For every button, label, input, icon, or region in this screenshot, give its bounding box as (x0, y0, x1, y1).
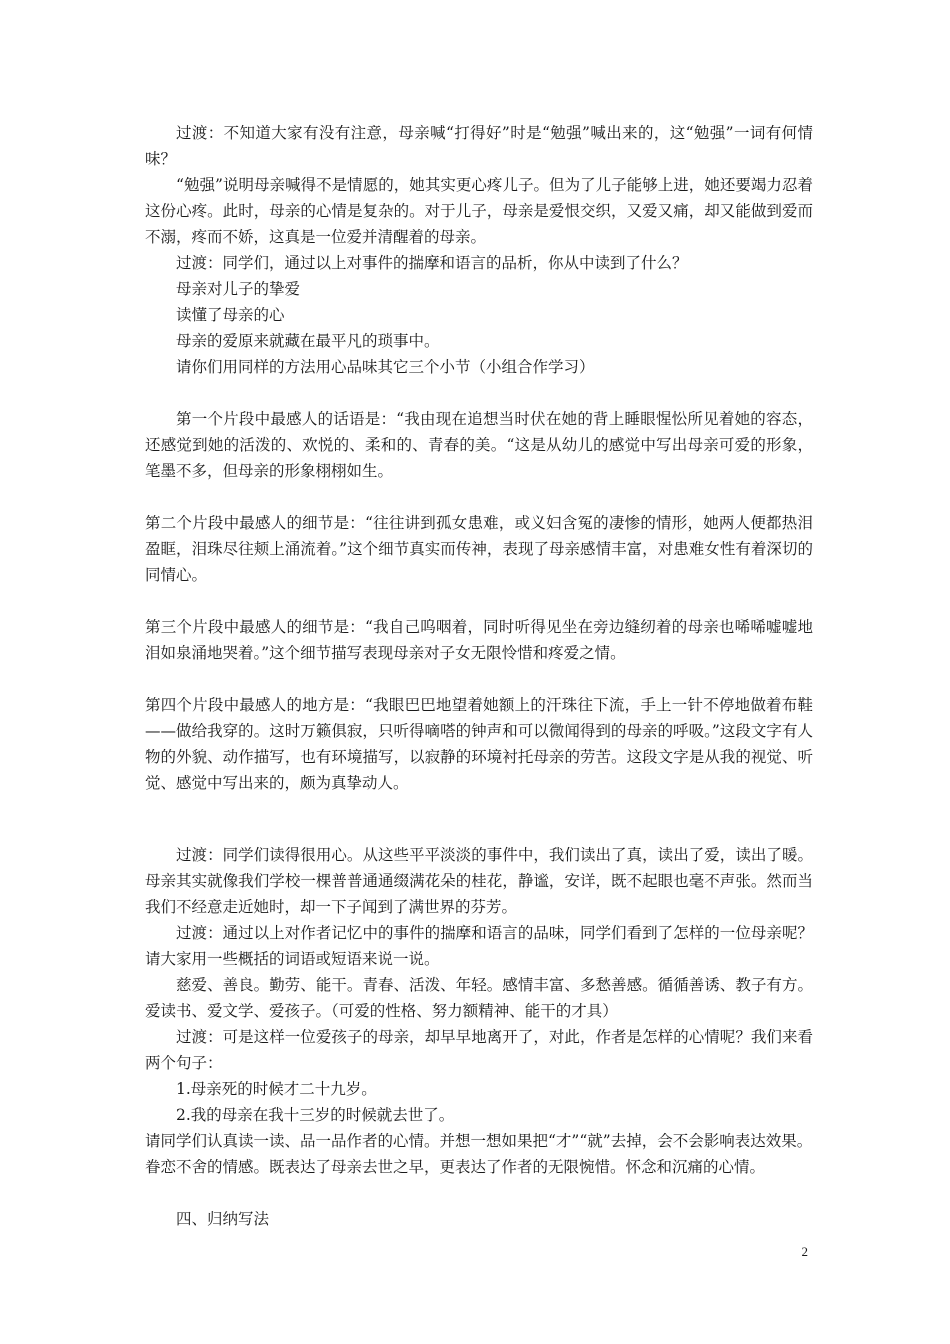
paragraph: 第四个片段中最感人的地方是：“我眼巴巴地望着她额上的汗珠往下流，手上一针不停地做着布鞋——做给我穿的。这时万籁俱寂，只听得嘀嗒的钟声和可以微闻得到的母亲的呼吸。”这段文字有人物的外貌、动作描写，也有环境描写，以寂静的环境衬托母亲的劳苦。这段文字是从我的视觉、听觉、感觉中写出来的，颇为真挚动人。 (145, 696, 813, 792)
paragraph: 第二个片段中最感人的细节是：“往往讲到孤女患难，或义妇含冤的凄惨的情形，她两人便都热泪盈眶，泪珠尽往颊上涌流着。”这个细节真实而传神，表现了母亲感情丰富，对患难女性有着深切的同情心。 (145, 514, 813, 584)
spacer (145, 484, 813, 510)
paragraph: 过渡：同学们，通过以上对事件的揣摩和语言的品析，你从中读到了什么？ (176, 254, 688, 272)
paragraph: 母亲对儿子的挚爱 (176, 280, 301, 298)
list-item: 2.我的母亲在我十三岁的时候就去世了。 (176, 1106, 455, 1124)
paragraph: 过渡：通过以上对作者记忆中的事件的揣摩和语言的品味，同学们看到了怎样的一位母亲呢？请大家用一些概括的词语或短语来说一说。 (145, 924, 813, 968)
paragraph: 眷恋不舍的情感。既表达了母亲去世之早，更表达了作者的无限惋惜。怀念和沉痛的心情。 (145, 1158, 766, 1176)
paragraph: 过渡：同学们读得很用心。从这些平平淡淡的事件中，我们读出了真，读出了爱，读出了暖。母亲其实就像我们学校一棵普普通通缀满花朵的桂花，静谧，安详，既不起眼也毫不声张。然而当我们不经意走近她时，却一下子闻到了满世界的芬芳。 (145, 846, 813, 916)
paragraph: 读懂了母亲的心 (176, 306, 285, 324)
paragraph: 请你们用同样的方法用心品味其它三个小节（小组合作学习） (176, 358, 595, 376)
paragraph: 过渡：不知道大家有没有注意，母亲喊“打得好”时是“勉强”喊出来的，这“勉强”一词有何情味？ (145, 124, 813, 168)
spacer (145, 666, 813, 692)
paragraph: 慈爱、善良。勤劳、能干。青春、活泼、年轻。感情丰富、多愁善感。循循善诱、教子有方。爱读书、爱文学、爱孩子。（可爱的性格、努力额精神、能干的才具） (145, 976, 813, 1020)
page-number: 2 (801, 1244, 808, 1259)
spacer (145, 1180, 813, 1206)
spacer (145, 588, 813, 614)
paragraph: 过渡：可是这样一位爱孩子的母亲，却早早地离开了，对此，作者是怎样的心情呢？我们来看两个句子： (145, 1028, 813, 1072)
paragraph: 请同学们认真读一读、品一品作者的心情。并想一想如果把“才”“就”去掉，会不会影响表达效果。 (145, 1132, 813, 1150)
list-item: 1.母亲死的时候才二十九岁。 (176, 1080, 377, 1098)
paragraph: “勉强”说明母亲喊得不是情愿的，她其实更心疼儿子。但为了儿子能够上进，她还要竭力忍着这份心疼。此时，母亲的心情是复杂的。对于儿子，母亲是爱恨交织，又爱又痛，却又能做到爱而不溺，疼而不娇，这真是一位爱并清醒着的母亲。 (145, 176, 813, 246)
spacer (145, 796, 813, 842)
paragraph: 第三个片段中最感人的细节是：“我自己呜咽着，同时听得见坐在旁边缝纫着的母亲也唏唏嘘嘘地泪如泉涌地哭着。”这个细节描写表现母亲对子女无限怜惜和疼爱之情。 (145, 618, 813, 662)
paragraph: 母亲的爱原来就藏在最平凡的琐事中。 (176, 332, 440, 350)
spacer (145, 380, 813, 406)
document-body (145, 120, 813, 1232)
paragraph: 第一个片段中最感人的话语是：“我由现在追想当时伏在她的背上睡眼惺忪所见着她的容态，还感觉到她的活泼的、欢悦的、柔和的、青春的美。“这是从幼儿的感觉中写出母亲可爱的形象，笔墨不多，但母亲的形象栩栩如生。 (145, 410, 813, 480)
section-heading: 四、归纳写法 (176, 1210, 270, 1228)
